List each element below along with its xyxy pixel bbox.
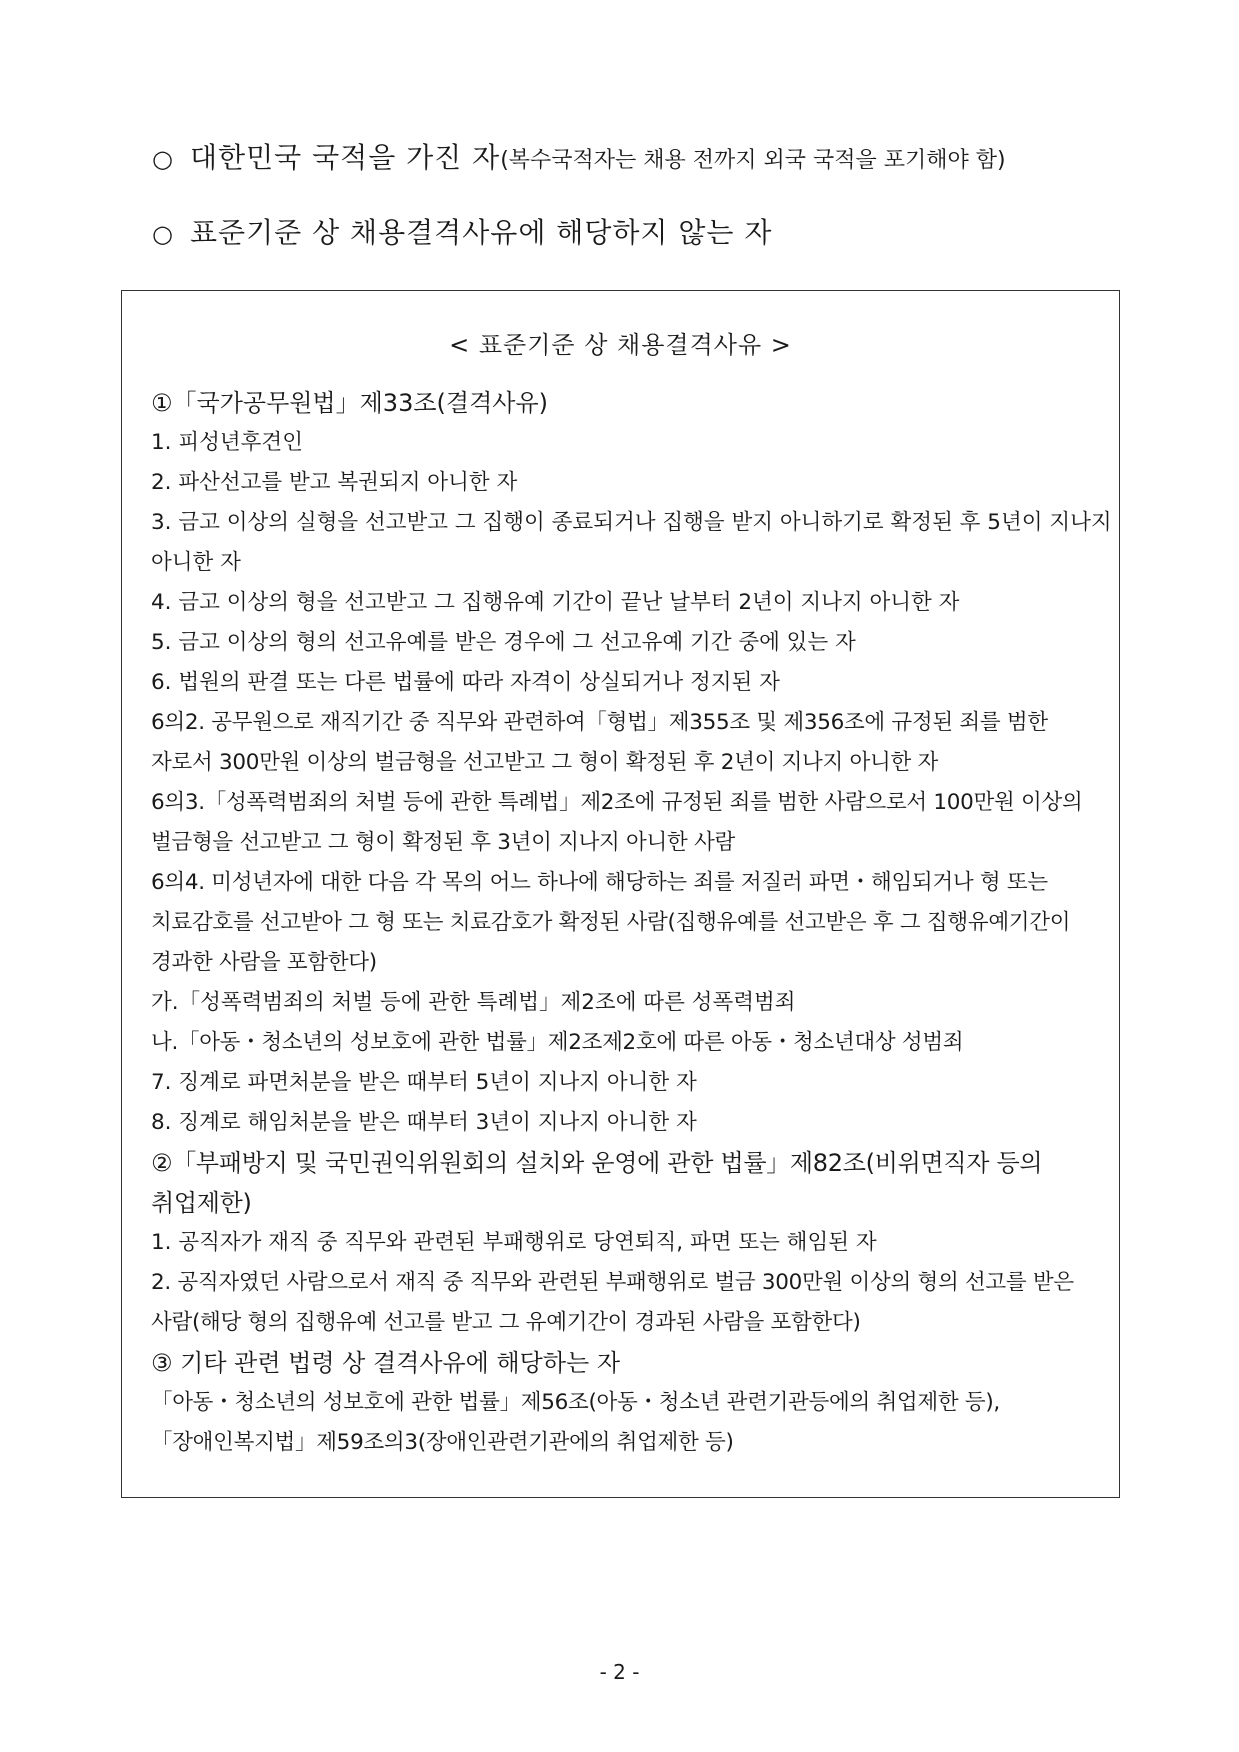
list-item: 6. 법원의 판결 또는 다른 법률에 따라 자격이 상실되거나 정지된 자 (151, 670, 780, 695)
disqualification-box (121, 290, 1120, 1498)
list-item: 2. 공직자였던 사람으로서 재직 중 직무와 관련된 부패행위로 벌금 300만원 이상의 형의 선고를 받은 사람(해당 형의 집행유예 선고를 받고 그 유예기간이 경과된 사람을 포함한다) (151, 1270, 1074, 1335)
circle-bullet-icon: ○ (152, 220, 174, 248)
list-item: 2. 파산선고를 받고 복권되지 아니한 자 (151, 470, 518, 495)
list-item: 나.「아동・청소년의 성보호에 관한 법률」제2조제2호에 따른 아동・청소년대상 성범죄 (151, 1030, 964, 1055)
page-number: - 2 - (599, 1660, 640, 1684)
bullet-nationality-note: (복수국적자는 채용 전까지 외국 국적을 포기해야 함) (500, 148, 1006, 173)
section-heading: ②「부패방지 및 국민권익위원회의 설치와 운영에 관한 법률」제82조(비위면직자 등의 취업제한) (151, 1149, 1043, 1217)
list-item: 가.「성폭력범죄의 처벌 등에 관한 특례법」제2조에 따른 성폭력범죄 (151, 990, 796, 1015)
section-heading: ①「국가공무원법」제33조(결격사유) (151, 389, 548, 417)
list-item: 6의3.「성폭력범죄의 처벌 등에 관한 특례법」제2조에 규정된 죄를 범한 사람으로서 100만원 이상의 벌금형을 선고받고 그 형이 확정된 후 3년이 지나지 아니한 사람 (151, 790, 1083, 855)
bullet-disqualification (152, 213, 772, 254)
list-item: 1. 공직자가 재직 중 직무와 관련된 부패행위로 당연퇴직, 파면 또는 해임된 자 (151, 1230, 877, 1255)
circle-bullet-icon: ○ (152, 145, 174, 173)
box-body (151, 383, 1113, 1463)
list-item: 1. 피성년후견인 (151, 430, 303, 455)
bullet-disqualification-text: 표준기준 상 채용결격사유에 해당하지 않는 자 (190, 216, 773, 249)
bullet-nationality (152, 138, 1006, 181)
list-item: 6의4. 미성년자에 대한 다음 각 목의 어느 하나에 해당하는 죄를 저질러 파면・해임되거나 형 또는 치료감호를 선고받아 그 형 또는 치료감호가 확정된 사람(집행유예를 선고받은 후 그 집행유예기간이 경과한 사람을 포함한다) (151, 870, 1071, 975)
list-item: 5. 금고 이상의 형의 선고유예를 받은 경우에 그 선고유예 기간 중에 있는 자 (151, 630, 856, 655)
box-title: < 표준기준 상 채용결격사유 > (449, 331, 792, 359)
bullet-nationality-text: 대한민국 국적을 가진 자 (190, 141, 501, 174)
section-heading: ③ 기타 관련 법령 상 결격사유에 해당하는 자 (151, 1349, 621, 1377)
list-item: 4. 금고 이상의 형을 선고받고 그 집행유예 기간이 끝난 날부터 2년이 지나지 아니한 자 (151, 590, 960, 615)
list-item: 8. 징계로 해임처분을 받은 때부터 3년이 지나지 아니한 자 (151, 1110, 697, 1135)
list-item: 6의2. 공무원으로 재직기간 중 직무와 관련하여「형법」제355조 및 제356조에 규정된 죄를 범한 자로서 300만원 이상의 벌금형을 선고받고 그 형이 확정된 후 2년이 지나지 아니한 자 (151, 710, 1048, 775)
list-item: 7. 징계로 파면처분을 받은 때부터 5년이 지나지 아니한 자 (151, 1070, 697, 1095)
list-item: 「아동・청소년의 성보호에 관한 법률」제56조(아동・청소년 관련기관등에의 취업제한 등), 「장애인복지법」제59조의3(장애인관련기관에의 취업제한 등) (151, 1390, 1000, 1455)
list-item: 3. 금고 이상의 실형을 선고받고 그 집행이 종료되거나 집행을 받지 아니하기로 확정된 후 5년이 지나지 아니한 자 (151, 510, 1112, 575)
